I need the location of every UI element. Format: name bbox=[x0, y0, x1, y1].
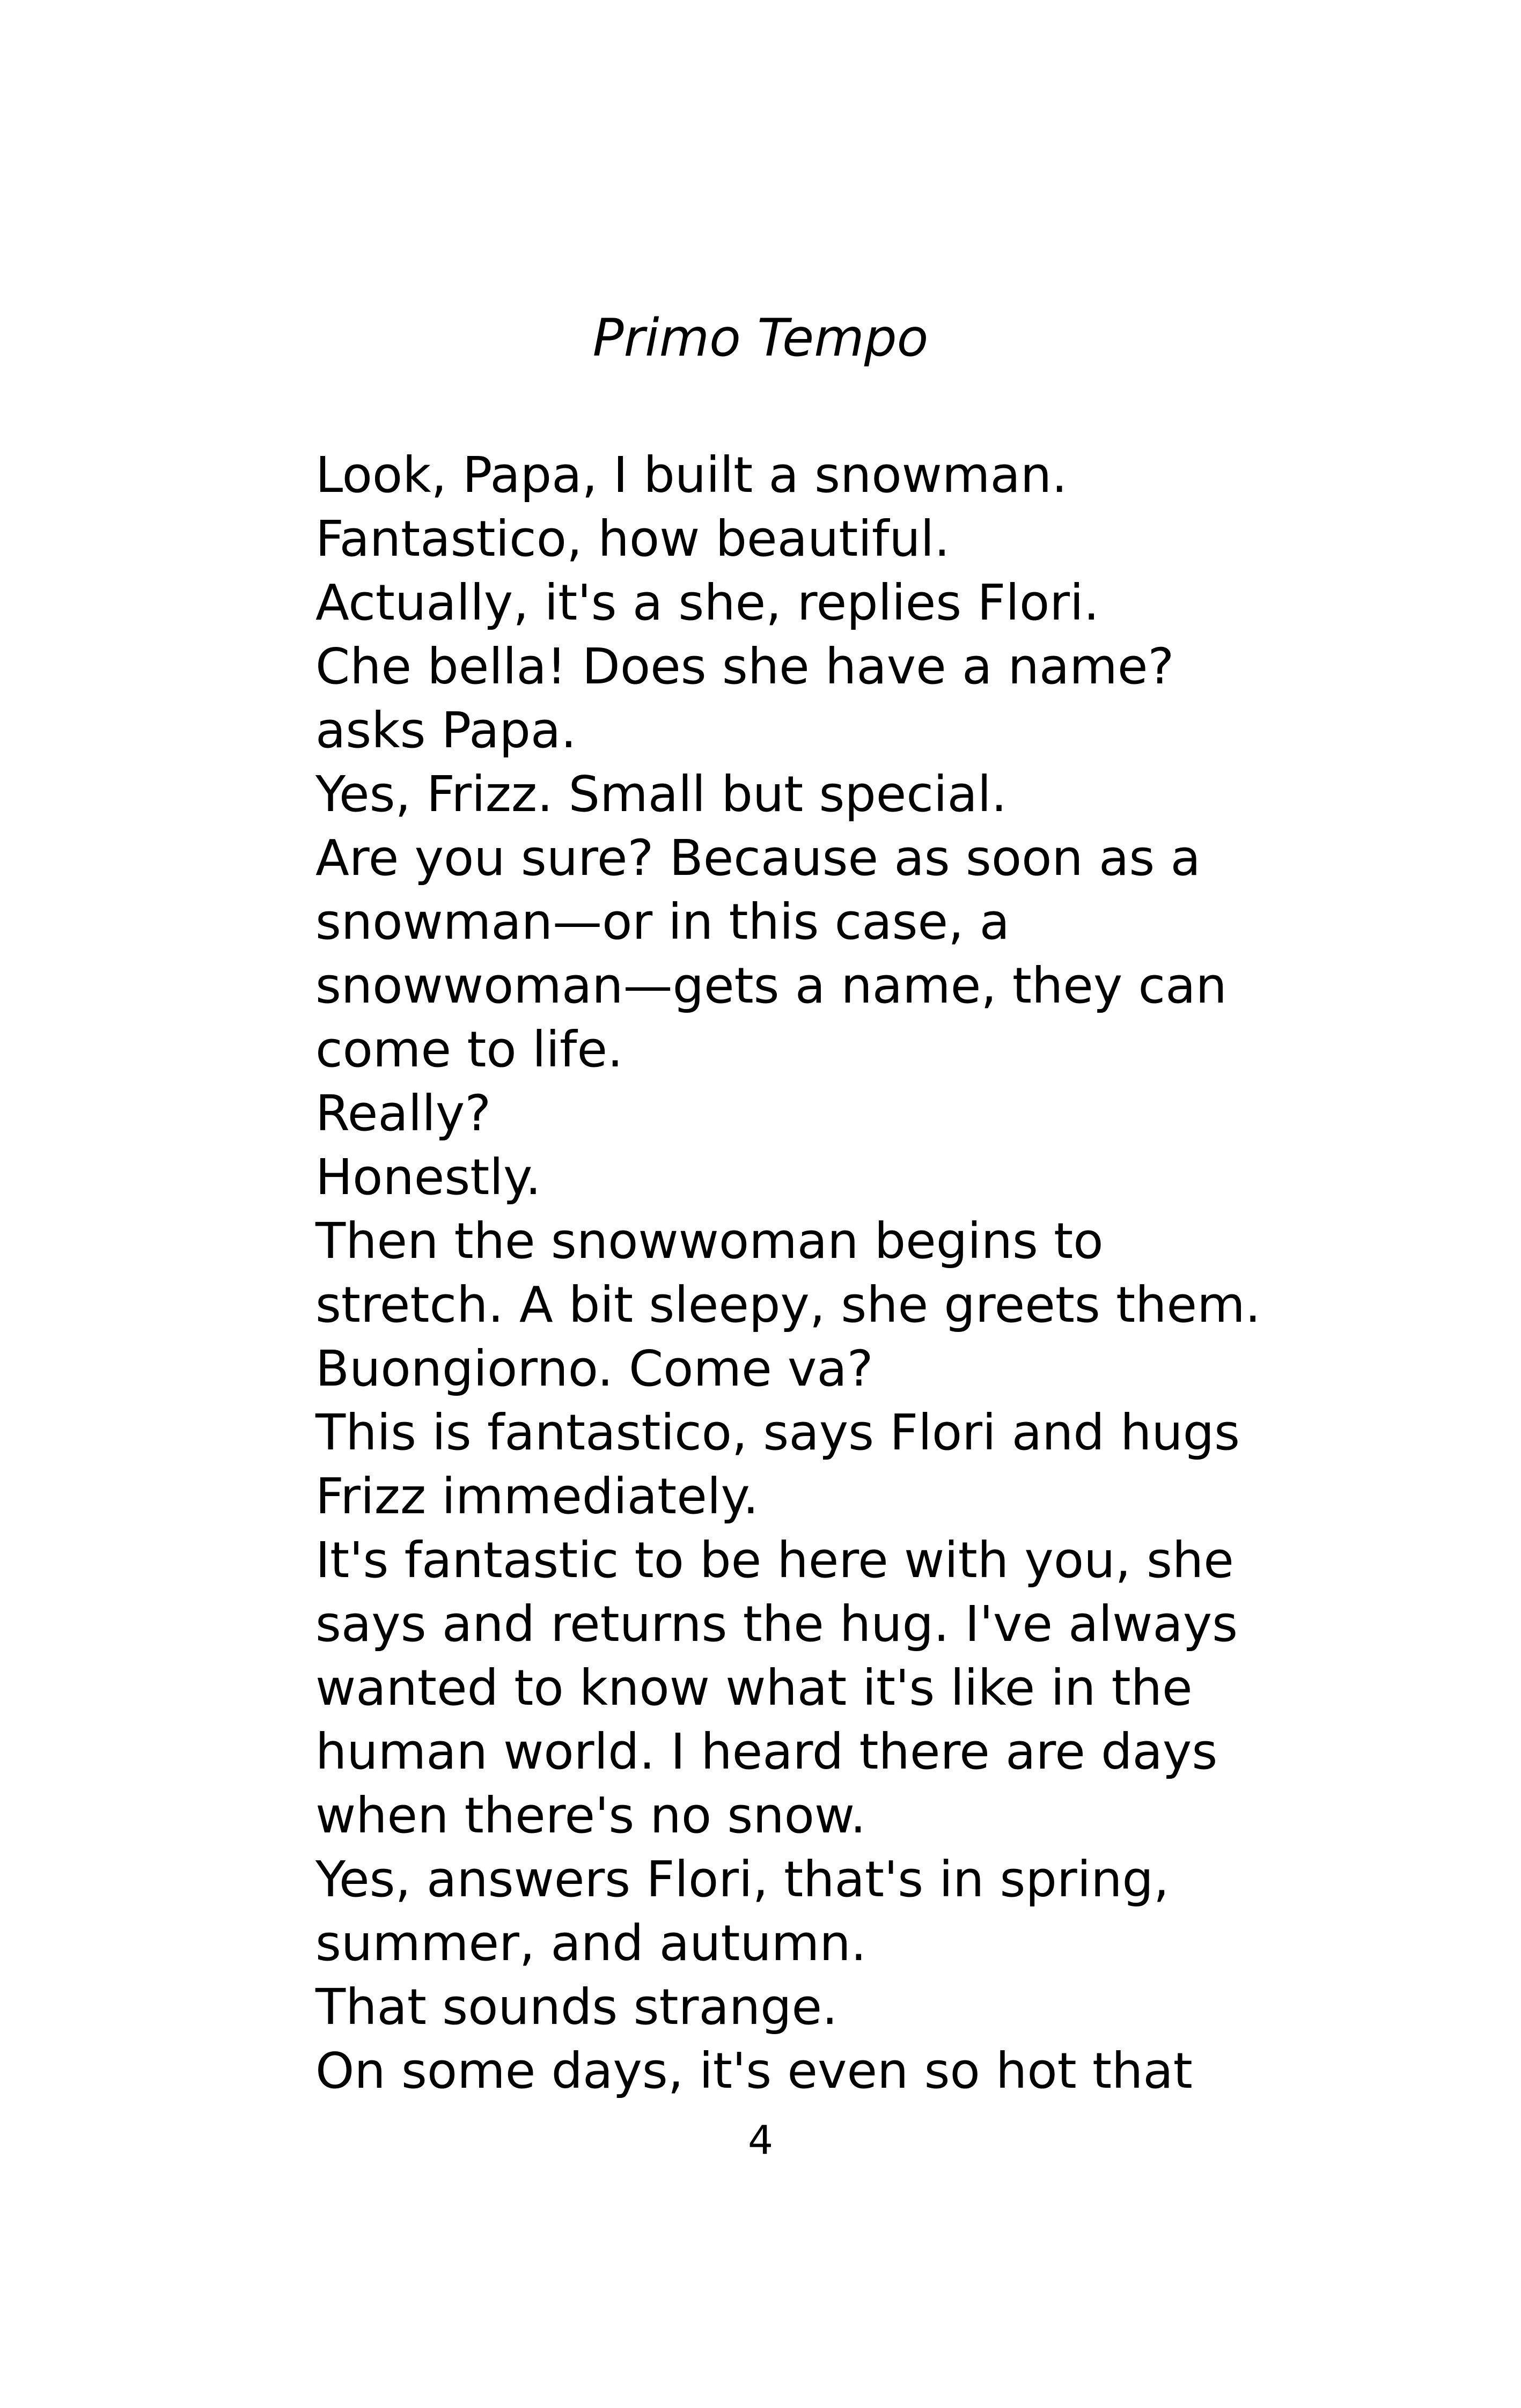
text-line: Honestly. bbox=[315, 1148, 541, 1206]
text-line: Are you sure? Because as soon as a bbox=[315, 829, 1201, 887]
text-line: It's fantastic to be here with you, she bbox=[315, 1531, 1234, 1589]
text-line: Look, Papa, I built a snowman. bbox=[315, 446, 1068, 504]
text-line: That sounds strange. bbox=[315, 1978, 838, 2036]
text-line: Then the snowwoman begins to bbox=[315, 1212, 1104, 1270]
text-line: This is fantastico, says Flori and hugs bbox=[315, 1404, 1240, 1461]
text-line: Yes, Frizz. Small but special. bbox=[315, 765, 1007, 823]
body-text bbox=[315, 443, 1496, 2103]
text-line: snowman—or in this case, a bbox=[315, 893, 1010, 951]
text-line: human world. I heard there are days bbox=[315, 1723, 1218, 1780]
text-line: Buongiorno. Come va? bbox=[315, 1340, 873, 1397]
text-line: Che bella! Does she have a name? bbox=[315, 638, 1174, 695]
text-line: asks Papa. bbox=[315, 702, 577, 759]
chapter-title: Primo Tempo bbox=[592, 308, 929, 368]
text-line: says and returns the hug. I've always bbox=[315, 1595, 1238, 1653]
page-number: 4 bbox=[747, 2117, 774, 2163]
text-line: Fantastico, how beautiful. bbox=[315, 510, 950, 568]
text-line: come to life. bbox=[315, 1021, 623, 1078]
text-line: summer, and autumn. bbox=[315, 1914, 866, 1972]
text-line: Yes, answers Flori, that's in spring, bbox=[315, 1851, 1170, 1908]
text-line: Really? bbox=[315, 1085, 491, 1142]
text-line: Frizz immediately. bbox=[315, 1468, 759, 1525]
text-line: snowwoman—gets a name, they can bbox=[315, 957, 1227, 1014]
text-line: when there's no snow. bbox=[315, 1787, 866, 1844]
text-line: wanted to know what it's like in the bbox=[315, 1659, 1193, 1717]
text-line: Actually, it's a she, replies Flori. bbox=[315, 574, 1099, 631]
text-line: On some days, it's even so hot that bbox=[315, 2042, 1193, 2100]
text-line: stretch. A bit sleepy, she greets them. bbox=[315, 1276, 1261, 1334]
